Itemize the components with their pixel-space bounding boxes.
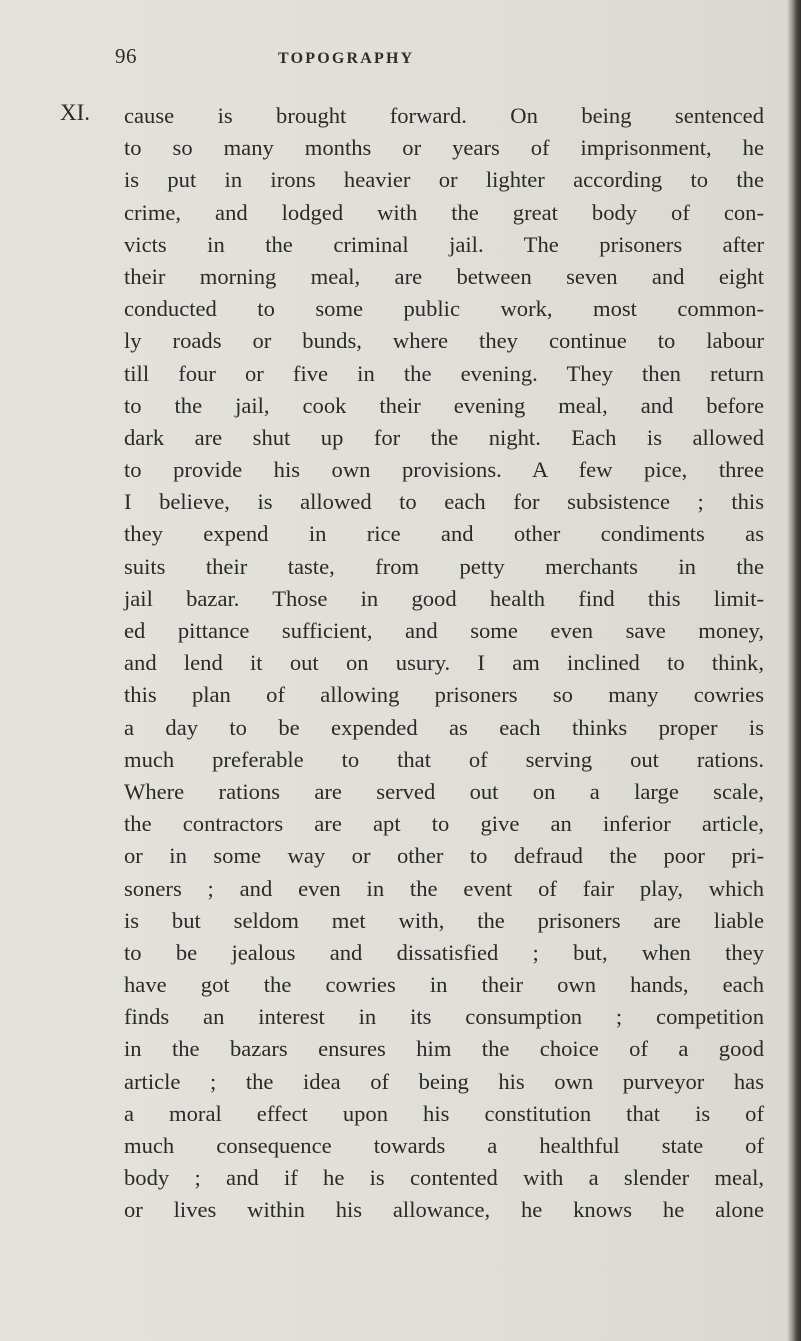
text-line: to provide his own provisions. A few pice, three xyxy=(124,457,764,483)
text-line: to the jail, cook their evening meal, and before xyxy=(124,392,764,418)
text-line: Where rations are served out on a large scale, xyxy=(124,778,764,804)
text-line: article ; the idea of being his own purveyor has xyxy=(124,1068,764,1094)
text-line: ly roads or bunds, where they continue to labour xyxy=(124,328,764,354)
text-line: and lend it out on usury. I am inclined to think, xyxy=(124,650,764,676)
text-line: finds an interest in its consumption ; competition xyxy=(124,1004,764,1030)
text-line: or in some way or other to defraud the poor pri- xyxy=(124,843,764,869)
text-line: conducted to some public work, most common- xyxy=(124,296,764,322)
text-line: body ; and if he is contented with a slender meal, xyxy=(124,1165,764,1191)
text-line: is but seldom met with, the prisoners are liable xyxy=(124,907,764,933)
text-line: crime, and lodged with the great body of con- xyxy=(124,199,764,225)
body-text xyxy=(124,100,764,1227)
page-number: 96 xyxy=(115,44,137,68)
text-line: soners ; and even in the event of fair play, which xyxy=(124,875,764,901)
text-line: dark are shut up for the night. Each is allowed xyxy=(124,424,764,450)
text-line: in the bazars ensures him the choice of a good xyxy=(124,1036,764,1062)
text-line: to so many months or years of imprisonment, he xyxy=(124,135,764,161)
text-line: the contractors are apt to give an inferior article, xyxy=(124,811,764,837)
text-line: much consequence towards a healthful state of xyxy=(124,1133,764,1158)
text-line: jail bazar. Those in good health find this limit- xyxy=(124,585,764,611)
text-line: or lives within his allowance, he knows he alone xyxy=(124,1197,764,1223)
text-line: is put in irons heavier or lighter according to the xyxy=(124,167,764,193)
text-line: suits their taste, from petty merchants in the xyxy=(124,553,764,579)
text-line: victs in the criminal jail. The prisoners after xyxy=(124,231,764,257)
text-line: they expend in rice and other condiments as xyxy=(124,521,764,547)
text-line: a moral effect upon his constitution that is of xyxy=(124,1100,764,1126)
text-line: a day to be expended as each thinks proper is xyxy=(124,714,764,740)
chapter-label: XI. xyxy=(60,100,91,125)
text-line: their morning meal, are between seven and eight xyxy=(124,263,764,289)
text-line: this plan of allowing prisoners so many cowries xyxy=(124,682,764,708)
text-line: till four or five in the evening. They then return xyxy=(124,360,764,386)
page-binding-edge xyxy=(787,0,801,1341)
running-head: TOPOGRAPHY xyxy=(278,50,415,67)
text-line: I believe, is allowed to each for subsistence ; this xyxy=(124,489,764,515)
text-line: much preferable to that of serving out rations. xyxy=(124,746,764,772)
text-line: to be jealous and dissatisfied ; but, when they xyxy=(124,939,764,965)
text-line: cause is brought forward. On being sentenced xyxy=(124,103,764,128)
text-line: have got the cowries in their own hands, each xyxy=(124,972,764,998)
text-line: ed pittance sufficient, and some even save money, xyxy=(124,618,764,643)
